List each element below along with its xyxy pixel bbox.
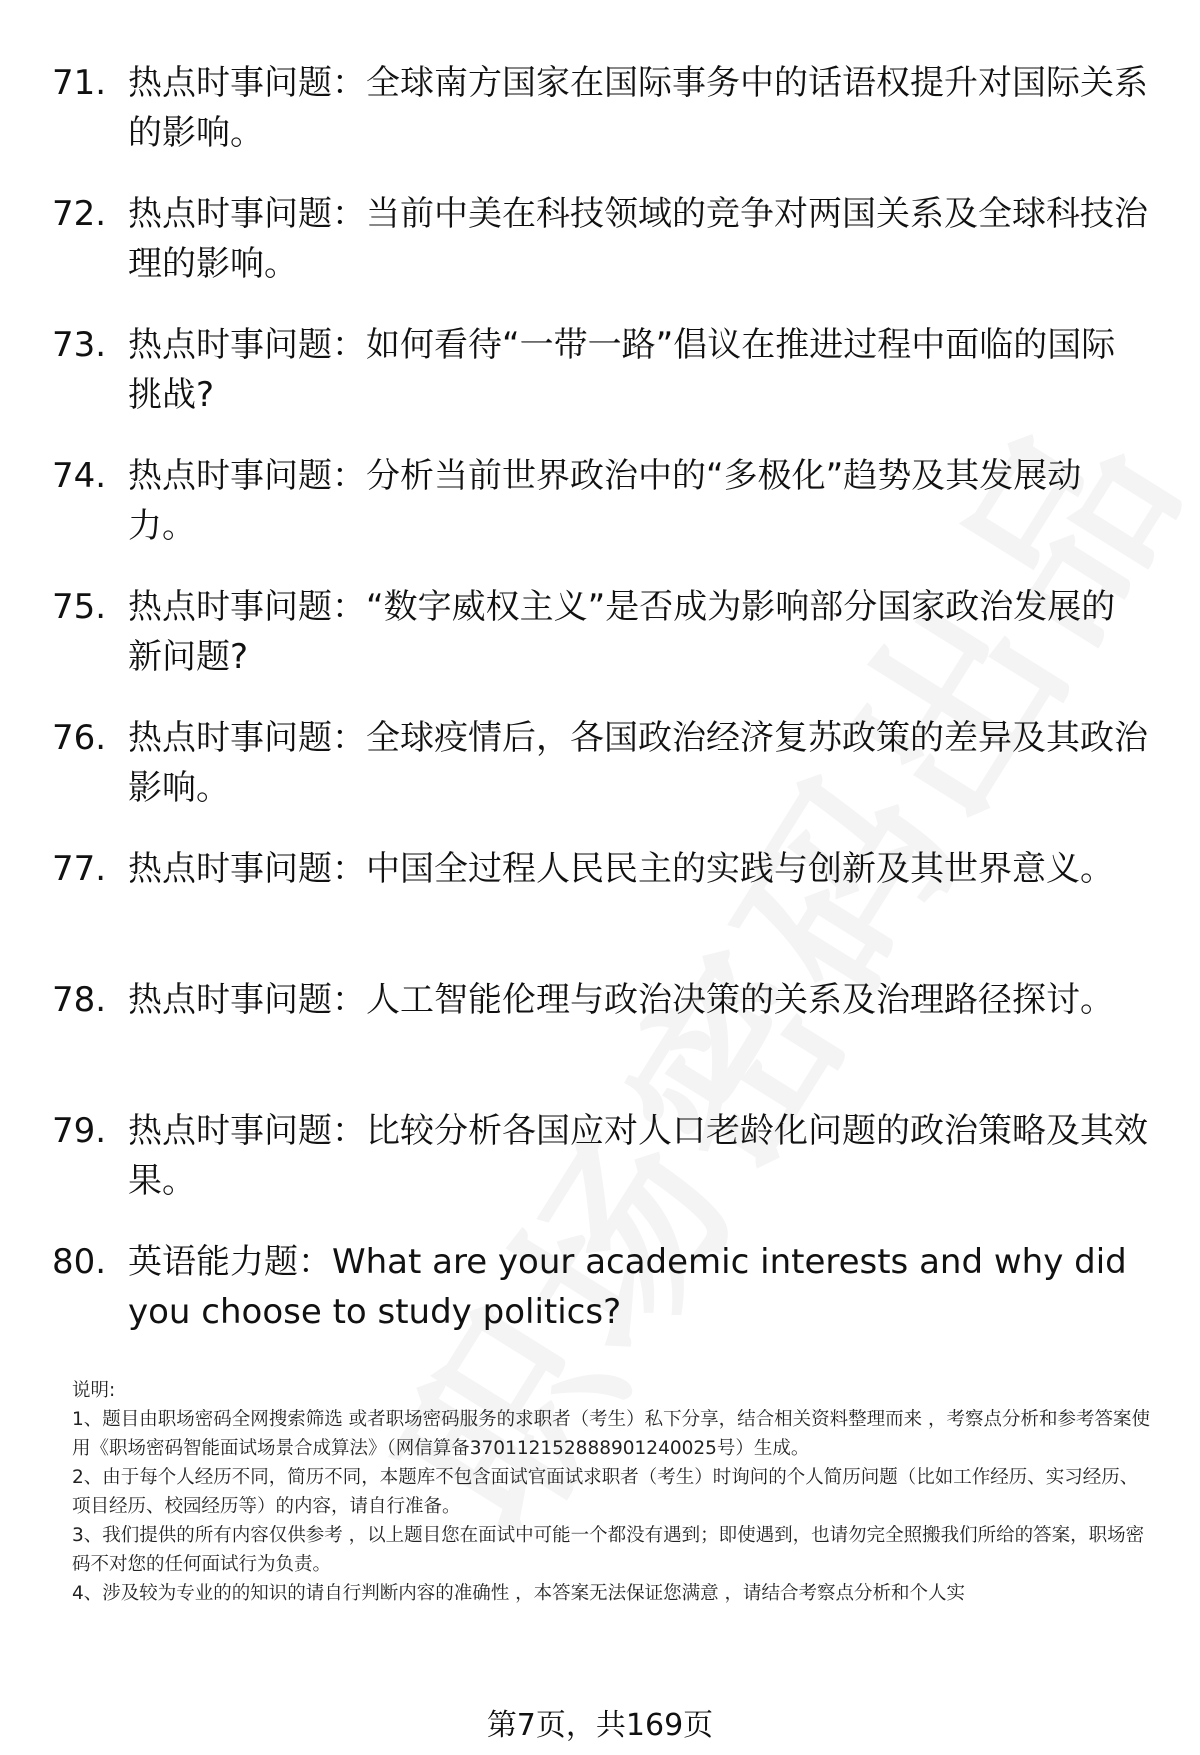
note-item: 1、题目由职场密码全网搜索筛选 或者职场密码服务的求职者（考生）私下分享，结合相关资料整理而来 ，考察点分析和参考答案使用《职场密码智能面试场景合成算法》（网信算备370112152888901240025号）生成。 — [72, 1409, 1151, 1459]
question-number: 74. — [52, 456, 107, 496]
question-item — [52, 58, 1152, 189]
question-text: 热点时事问题：当前中美在科技领域的竞争对两国关系及全球科技治理的影响。 — [128, 194, 1148, 284]
question-text: 热点时事问题：分析当前世界政治中的“多极化”趋势及其发展动力。 — [128, 456, 1082, 546]
question-number: 78. — [52, 980, 107, 1020]
question-list — [52, 58, 1152, 1368]
notes-heading: 说明: — [72, 1380, 116, 1401]
question-number: 75. — [52, 587, 107, 627]
question-number: 76. — [52, 718, 107, 758]
note-item: 3、我们提供的所有内容仅供参考 ，以上题目您在面试中可能一个都没有遇到；即使遇到，也请勿完全照搬我们所给的答案，职场密码不对您的任何面试行为负责。 — [72, 1525, 1145, 1575]
question-item — [52, 975, 1152, 1106]
question-number: 73. — [52, 325, 107, 365]
page-number: 第7页，共169页 — [486, 1708, 714, 1743]
question-item — [52, 713, 1152, 844]
question-number: 79. — [52, 1111, 107, 1151]
question-item — [52, 451, 1152, 582]
question-item — [52, 189, 1152, 320]
question-item — [52, 1237, 1152, 1368]
question-item — [52, 844, 1152, 975]
question-number: 80. — [52, 1242, 107, 1282]
question-number: 71. — [52, 63, 107, 103]
question-text: 热点时事问题：全球南方国家在国际事务中的话语权提升对国际关系的影响。 — [128, 63, 1148, 153]
question-number: 77. — [52, 849, 107, 889]
question-text: 热点时事问题：人工智能伦理与政治决策的关系及治理路径探讨。 — [128, 980, 1114, 1020]
note-item: 4、涉及较为专业的的知识的请自行判断内容的准确性 ，本答案无法保证您满意 ，请结合考察点分析和个人实 — [72, 1583, 966, 1604]
question-number: 72. — [52, 194, 107, 234]
question-text: 热点时事问题：如何看待“一带一路”倡议在推进过程中面临的国际挑战? — [128, 325, 1116, 415]
question-item — [52, 320, 1152, 451]
question-text: 热点时事问题：比较分析各国应对人口老龄化问题的政治策略及其效果。 — [128, 1111, 1148, 1201]
question-text: 热点时事问题：全球疫情后，各国政治经济复苏政策的差异及其政治影响。 — [128, 718, 1148, 808]
question-text: 热点时事问题：“数字威权主义”是否成为影响部分国家政治发展的新问题? — [128, 587, 1116, 677]
note-item: 2、由于每个人经历不同，简历不同，本题库不包含面试官面试求职者（考生）时询问的个人简历问题（比如工作经历、实习经历、项目经历、校园经历等）的内容，请自行准备。 — [72, 1467, 1139, 1517]
question-item — [52, 582, 1152, 713]
notes-section — [72, 1376, 1152, 1608]
question-item — [52, 1106, 1152, 1237]
question-text: 英语能力题：What are your academic interests and why did you choose to study politics? — [128, 1242, 1127, 1332]
question-text: 热点时事问题：中国全过程人民民主的实践与创新及其世界意义。 — [128, 849, 1114, 889]
